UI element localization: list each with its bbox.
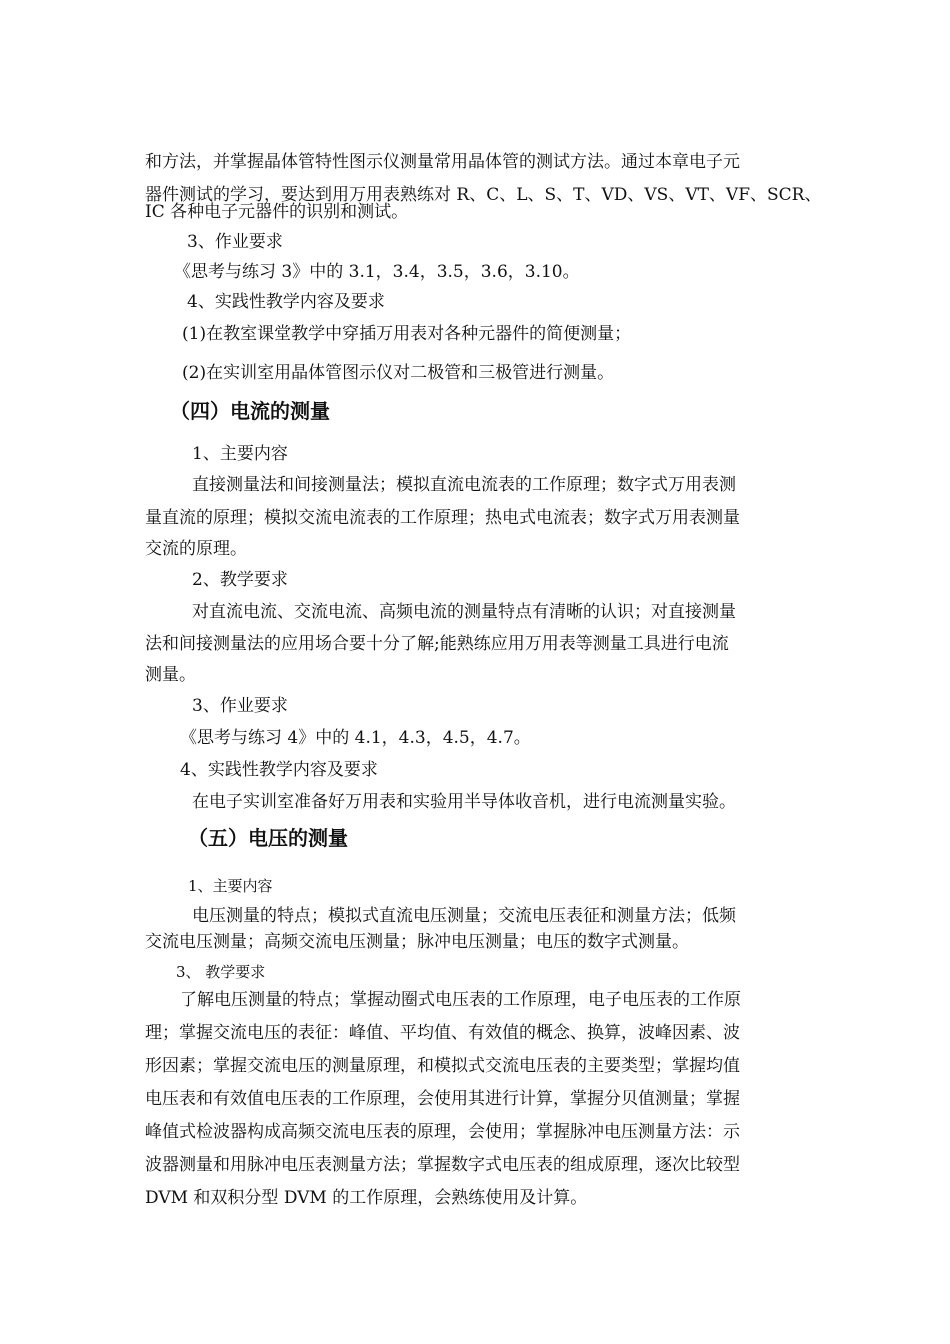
- body-text-line: 形因素；掌握交流电压的测量原理，和模拟式交流电压表的主要类型；掌握均值: [145, 1056, 740, 1076]
- section-label: 4、实践性教学内容及要求: [187, 292, 385, 312]
- body-text-line: 《思考与练习 4》中的 4.1，4.3，4.5，4.7。: [180, 728, 531, 748]
- section-label: 1、主要内容: [188, 877, 273, 895]
- section-label: 3、作业要求: [187, 232, 283, 252]
- body-text-line: 理；掌握交流电压的表征：峰值、平均值、有效值的概念、换算，波峰因素、波: [145, 1023, 740, 1043]
- body-text-line: 和方法，并掌握晶体管特性图示仪测量常用晶体管的测试方法。通过本章电子元: [145, 152, 740, 172]
- body-text-line: 法和间接测量法的应用场合要十分了解;能熟练应用万用表等测量工具进行电流: [145, 634, 729, 654]
- body-text-line: 波器测量和用脉冲电压表测量方法；掌握数字式电压表的组成原理，逐次比较型: [145, 1155, 740, 1175]
- body-text-line: DVM 和双积分型 DVM 的工作原理，会熟练使用及计算。: [145, 1188, 588, 1208]
- body-text-line: 对直流电流、交流电流、高频电流的测量特点有清晰的认识；对直接测量: [192, 602, 736, 622]
- section-label: 1、主要内容: [192, 444, 288, 464]
- body-text-line: 量直流的原理；模拟交流电流表的工作原理；热电式电流表；数字式万用表测量: [145, 508, 740, 528]
- body-text-line: 器件测试的学习，要达到用万用表熟练对 R、C、L、S、T、VD、VS、VT、VF、SCR、: [145, 185, 822, 205]
- body-text-line: 《思考与练习 3》中的 3.1，3.4，3.5，3.6，3.10。: [174, 262, 580, 282]
- section-heading: （五）电压的测量: [188, 826, 348, 850]
- section-heading: （四）电流的测量: [170, 399, 330, 423]
- section-label: 4、实践性教学内容及要求: [180, 760, 378, 780]
- body-text-line: 峰值式检波器构成高频交流电压表的原理，会使用；掌握脉冲电压测量方法：示: [145, 1122, 740, 1142]
- list-item: (1)在教室课堂教学中穿插万用表对各种元器件的简便测量；: [182, 324, 632, 344]
- body-text-line: 直接测量法和间接测量法；模拟直流电流表的工作原理；数字式万用表测: [192, 475, 736, 495]
- section-label: 3、 教学要求: [176, 963, 266, 981]
- body-text-line: 电压测量的特点；模拟式直流电压测量；交流电压表征和测量方法；低频: [192, 906, 736, 926]
- body-text-line: 交流电压测量；高频交流电压测量；脉冲电压测量；电压的数字式测量。: [145, 932, 689, 952]
- section-label: 2、教学要求: [192, 570, 288, 590]
- body-text-line: 测量。: [145, 665, 196, 685]
- body-text-line: 交流的原理。: [145, 539, 247, 559]
- body-text-line: 在电子实训室准备好万用表和实验用半导体收音机，进行电流测量实验。: [192, 792, 736, 812]
- body-text-line: 电压表和有效值电压表的工作原理，会使用其进行计算，掌握分贝值测量；掌握: [145, 1089, 740, 1109]
- body-text-line: 了解电压测量的特点；掌握动圈式电压表的工作原理，电子电压表的工作原: [180, 990, 741, 1010]
- body-text-line: IC 各种电子元器件的识别和测试。: [145, 202, 409, 222]
- list-item: (2)在实训室用晶体管图示仪对二极管和三极管进行测量。: [182, 363, 615, 383]
- section-label: 3、作业要求: [192, 696, 288, 716]
